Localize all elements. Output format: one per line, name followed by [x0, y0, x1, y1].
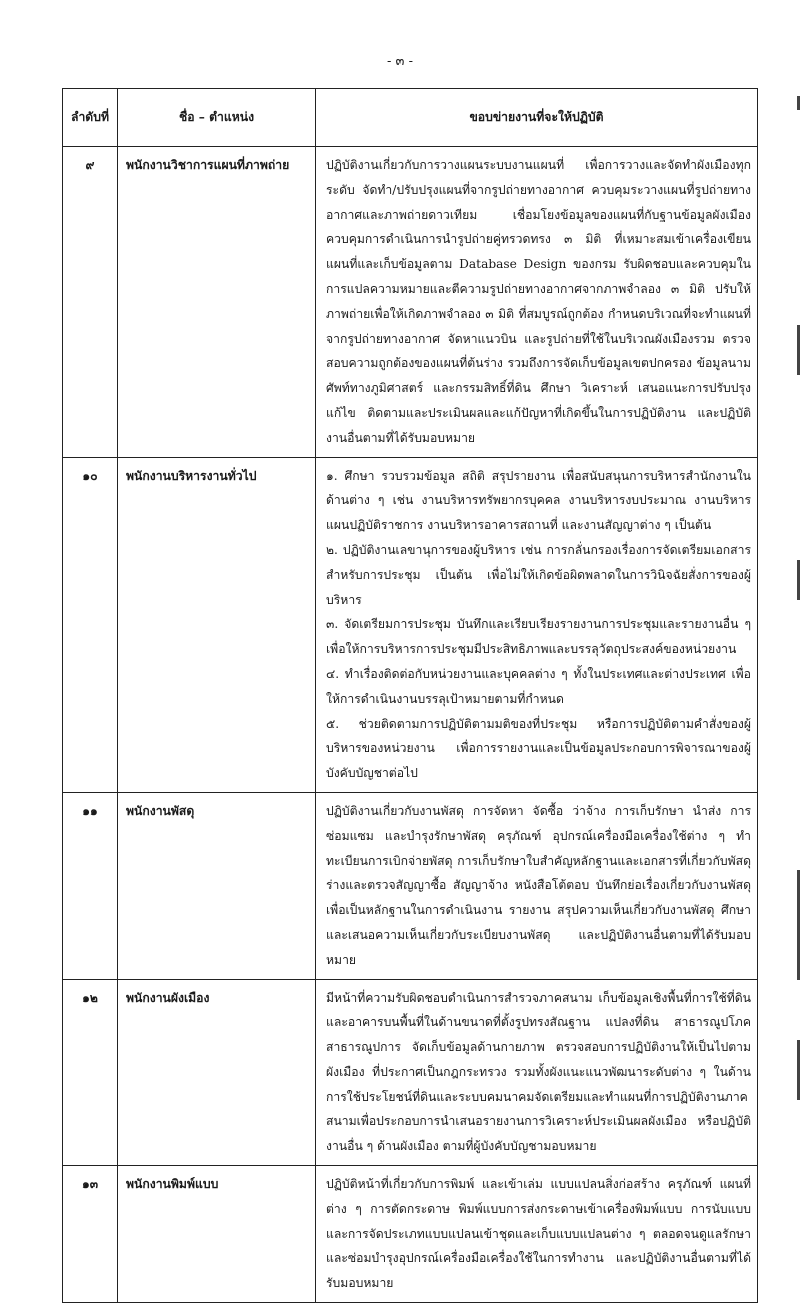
description-paragraph: ปฏิบัติหน้าที่เกี่ยวกับการพิมพ์ และเข้าเล่ม แบบแปลนสิ่งก่อสร้าง ครุภัณฑ์ แผนที่ต่าง ๆ การตัดกระดาษ พิมพ์แบบการส่งกระดาษเข้าเครื่องพิมพ์แบบ การนับแบบ และการจัดประเภทแบบแปลนเข้าชุดและเก็บแบบแปลนต่าง ๆ ตลอดจนดูแลรักษาและซ่อมบำรุงอุปกรณ์เครื่องมือเครื่องใช้ในการทำงาน และปฏิบัติงานอื่นตามที่ได้รับมอบหมาย: [326, 1177, 751, 1291]
row-order: ๑๐: [63, 457, 118, 792]
row-order: ๑๓: [63, 1166, 118, 1303]
description-paragraph: มีหน้าที่ความรับผิดชอบดำเนินการสำรวจภาคสนาม เก็บข้อมูลเชิงพื้นที่การใช้ที่ดินและอาคารบนพื้นที่ในด้านขนาดที่ตั้งรูปทรงสัณฐาน แปลงที่ดิน สาธารณูปโภค สาธารณูปการ จัดเก็บข้อมูลด้านกายภาพ ตรวจสอบการปฏิบัติงานให้เป็นไปตามผังเมือง ที่ประกาศเป็นกฎกระทรวง รวมทั้งผังแนะแนวพัฒนาระดับต่าง ๆ ในด้านการใช้ประโยชน์ที่ดินและระบบคมนาคมจัดเตรียมและทำแผนที่การปฏิบัติงานภาคสนามเพื่อประกอบการนำเสนอรายงานการวิเคราะห์ประเมินผลผังเมือง หรือปฏิบัติงานอื่น ๆ ด้านผังเมือง ตามที่ผู้บังคับบัญชามอบหมาย: [326, 990, 751, 1154]
description-paragraph: ๒. ปฏิบัติงานเลขานุการของผู้บริหาร เช่น การกลั่นกรองเรื่องการจัดเตรียมเอกสารสำหรับการประชุม เป็นต้น เพื่อไม่ให้เกิดข้อผิดพลาดในการวินิจฉัยสั่งการของผู้บริหาร: [326, 542, 751, 607]
header-order: ลำดับที่: [63, 89, 118, 147]
row-position: พนักงานผังเมือง: [118, 979, 316, 1166]
row-description: [316, 1166, 758, 1303]
header-name-position: ชื่อ – ตำแหน่ง: [118, 89, 316, 147]
description-paragraph: ๕. ช่วยติดตามการปฏิบัติตามมติของที่ประชุม หรือการปฏิบัติตามคำสั่งของผู้บริหารของหน่วยงาน เพื่อการรายงานและเป็นข้อมูลประกอบการพิจารณาของผู้บังคับบัญชาต่อไป: [326, 716, 751, 781]
row-order: ๑๒: [63, 979, 118, 1166]
duties-table: [62, 88, 758, 1303]
row-order: ๑๑: [63, 792, 118, 979]
description-paragraph: ๓. จัดเตรียมการประชุม บันทึกและเรียบเรียงรายงานการประชุมและรายงานอื่น ๆ เพื่อให้การบริหารการประชุมมีประสิทธิภาพและบรรลุวัตถุประสงค์ของหน่วยงาน: [326, 617, 751, 657]
row-position: พนักงานพัสดุ: [118, 792, 316, 979]
row-description: [316, 792, 758, 979]
row-position: พนักงานวิชาการแผนที่ภาพถ่าย: [118, 147, 316, 458]
table-row: [63, 147, 758, 458]
row-description: [316, 457, 758, 792]
table-row: [63, 792, 758, 979]
description-paragraph: ๔. ทำเรื่องติดต่อกับหน่วยงานและบุคคลต่าง ๆ ทั้งในประเทศและต่างประเทศ เพื่อให้การดำเนินงานบรรลุเป้าหมายตามที่กำหนด: [326, 666, 751, 706]
table-row: [63, 1166, 758, 1303]
row-description: [316, 979, 758, 1166]
header-scope: ขอบข่ายงานที่จะให้ปฏิบัติ: [316, 89, 758, 147]
table-row: [63, 979, 758, 1166]
row-order: ๙: [63, 147, 118, 458]
description-paragraph: ปฏิบัติงานเกี่ยวกับงานพัสดุ การจัดหา จัดซื้อ ว่าจ้าง การเก็บรักษา นำส่ง การซ่อมแซม และบำรุงรักษาพัสดุ ครุภัณฑ์ อุปกรณ์เครื่องมือเครื่องใช้ต่าง ๆ ทำทะเบียนการเบิกจ่ายพัสดุ การเก็บรักษาใบสำคัญหลักฐานและเอกสารที่เกี่ยวกับพัสดุ ร่างและตรวจสัญญาซื้อ สัญญาจ้าง หนังสือโต้ตอบ บันทึกย่อเรื่องเกี่ยวกับงานพัสดุ เพื่อเป็นหลักฐานในการดำเนินงาน รายงาน สรุปความเห็นเกี่ยวกับงานพัสดุ ศึกษาและเสนอความเห็นเกี่ยวกับระเบียบงานพัสดุ และปฏิบัติงานอื่นตามที่ได้รับมอบหมาย: [326, 803, 751, 967]
page-number: - ๓ -: [387, 54, 413, 69]
row-position: พนักงานบริหารงานทั่วไป: [118, 457, 316, 792]
row-position: พนักงานพิมพ์แบบ: [118, 1166, 316, 1303]
description-paragraph: ๑. ศึกษา รวบรวมข้อมูล สถิติ สรุปรายงาน เพื่อสนับสนุนการบริหารสำนักงานในด้านต่าง ๆ เช่น งานบริหารทรัพยากรบุคคล งานบริหารงบประมาณ งานบริหารแผนปฏิบัติราชการ งานบริหารอาคารสถานที่ และงานสัญญาต่าง ๆ เป็นต้น: [326, 468, 751, 533]
table-row: [63, 457, 758, 792]
description-paragraph: ปฏิบัติงานเกี่ยวกับการวางแผนระบบงานแผนที่ เพื่อการวางและจัดทำผังเมืองทุกระดับ จัดทำ/ปรับปรุงแผนที่จากรูปถ่ายทางอากาศ ควบคุมระวางแผนที่รูปถ่ายทางอากาศและภาพถ่ายดาวเทียม เชื่อมโยงข้อมูลของแผนที่กับฐานข้อมูลผังเมือง ควบคุมการดำเนินการนำรูปถ่ายคู่ทรวดทรง ๓ มิติ ที่เหมาะสมเข้าเครื่องเขียนแผนที่และเก็บข้อมูลตาม Database Design ของกรม รับผิดชอบและควบคุมในการแปลความหมายและตีความรูปถ่ายทางอากาศจากภาพจำลอง ๓ มิติ ปรับให้ภาพถ่ายเพื่อให้เกิดภาพจำลอง ๓ มิติ ที่สมบูรณ์ถูกต้อง กำหนดบริเวณที่จะทำแผนที่จากรูปถ่ายทางอากาศ จัดหาแนวบิน และรูปถ่ายที่ใช้ในบริเวณผังเมืองรวม ตรวจสอบความถูกต้องของแผนที่ต้นร่าง รวมถึงการจัดเก็บข้อมูลเขตปกครอง ข้อมูลนามศัพท์ทางภูมิศาสตร์ และกรรมสิทธิ์ที่ดิน ศึกษา วิเคราะห์ เสนอแนะการปรับปรุงแก้ไข ติดตามและประเมินผลและแก้ปัญหาที่เกิดขึ้นในการปฏิบัติงาน และปฏิบัติงานอื่นตามที่ได้รับมอบหมาย: [326, 158, 751, 445]
table-header-row: [63, 89, 758, 147]
row-description: [316, 147, 758, 458]
